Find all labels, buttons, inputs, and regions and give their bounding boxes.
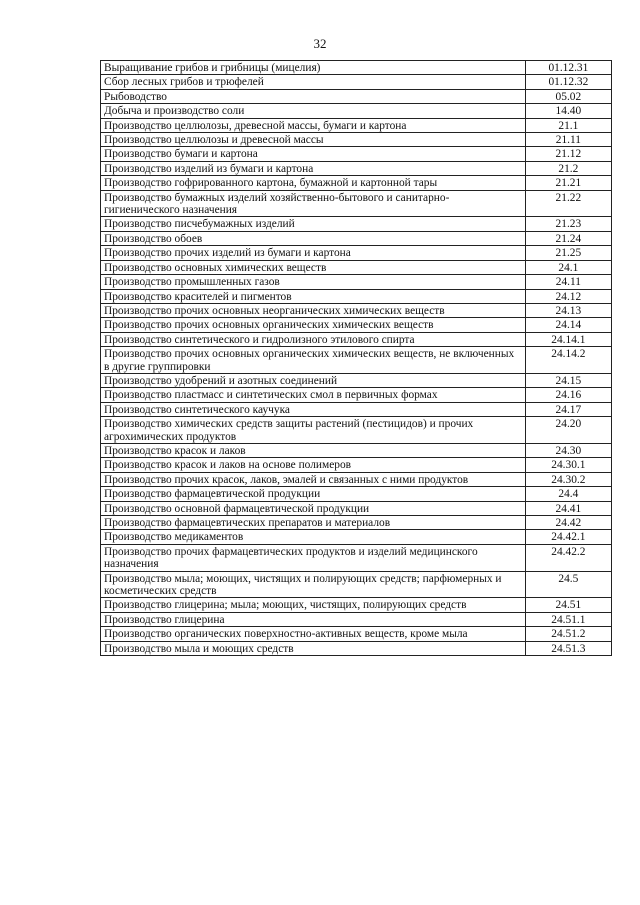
table-row	[101, 388, 612, 402]
activity-code-cell: 01.12.32	[525, 75, 611, 89]
table-row	[101, 104, 612, 118]
activity-code-cell: 24.20	[525, 417, 611, 444]
activity-name-cell: Производство химических средств защиты растений (пестицидов) и прочих агрохимических продуктов	[101, 417, 526, 444]
table-row	[101, 458, 612, 472]
activity-code-cell: 01.12.31	[525, 61, 611, 75]
activity-code-cell: 05.02	[525, 89, 611, 103]
activity-code-cell: 21.22	[525, 190, 611, 217]
activity-name-cell: Производство синтетического и гидролизного этилового спирта	[101, 332, 526, 346]
activity-code-cell: 24.14.2	[525, 347, 611, 374]
activity-name-cell: Производство глицерина	[101, 612, 526, 626]
activity-code-cell: 24.15	[525, 373, 611, 387]
activity-code-cell: 24.42.1	[525, 530, 611, 544]
activity-name-cell: Производство прочих основных органических химических веществ	[101, 318, 526, 332]
activity-code-cell: 21.11	[525, 133, 611, 147]
table-row	[101, 598, 612, 612]
table-row	[101, 75, 612, 89]
activity-code-cell: 21.21	[525, 176, 611, 190]
activity-code-cell: 24.51.1	[525, 612, 611, 626]
activity-code-cell: 24.30.2	[525, 472, 611, 486]
activity-name-cell: Производство синтетического каучука	[101, 402, 526, 416]
table-row	[101, 487, 612, 501]
activity-code-cell: 24.14	[525, 318, 611, 332]
activity-code-cell: 24.41	[525, 501, 611, 515]
activity-code-cell: 24.51.2	[525, 627, 611, 641]
activity-code-cell: 14.40	[525, 104, 611, 118]
table-row	[101, 217, 612, 231]
activity-code-cell: 21.23	[525, 217, 611, 231]
table-row	[101, 289, 612, 303]
activity-code-cell: 24.1	[525, 260, 611, 274]
activity-name-cell: Производство бумажных изделий хозяйственно-бытового и санитарно-гигиенического назначения	[101, 190, 526, 217]
activity-code-cell: 24.17	[525, 402, 611, 416]
table-row	[101, 89, 612, 103]
activity-name-cell: Производство мыла и моющих средств	[101, 641, 526, 655]
table-row	[101, 544, 612, 571]
table-row	[101, 443, 612, 457]
activity-name-cell: Производство прочих изделий из бумаги и картона	[101, 246, 526, 260]
table-row	[101, 571, 612, 598]
activity-name-cell: Производство бумаги и картона	[101, 147, 526, 161]
table-row	[101, 231, 612, 245]
table-row	[101, 260, 612, 274]
activity-name-cell: Производство удобрений и азотных соединений	[101, 373, 526, 387]
activity-name-cell: Производство промышленных газов	[101, 275, 526, 289]
table-row	[101, 118, 612, 132]
activity-name-cell: Производство мыла; моющих, чистящих и полирующих средств; парфюмерных и косметических средств	[101, 571, 526, 598]
activity-name-cell: Производство пластмасс и синтетических смол в первичных формах	[101, 388, 526, 402]
activity-name-cell: Производство изделий из бумаги и картона	[101, 161, 526, 175]
table-row	[101, 530, 612, 544]
table-row	[101, 275, 612, 289]
activity-name-cell: Производство писчебумажных изделий	[101, 217, 526, 231]
table-row	[101, 472, 612, 486]
activity-name-cell: Производство органических поверхностно-активных веществ, кроме мыла	[101, 627, 526, 641]
table-row	[101, 318, 612, 332]
activity-name-cell: Производство красок и лаков	[101, 443, 526, 457]
activity-name-cell: Производство обоев	[101, 231, 526, 245]
activity-name-cell: Производство медикаментов	[101, 530, 526, 544]
activity-code-cell: 21.12	[525, 147, 611, 161]
table-body	[101, 61, 612, 656]
table-row	[101, 612, 612, 626]
activity-name-cell: Выращивание грибов и грибницы (мицелия)	[101, 61, 526, 75]
activity-code-cell: 24.16	[525, 388, 611, 402]
page-number: 32	[313, 36, 327, 51]
activity-name-cell: Производство красителей и пигментов	[101, 289, 526, 303]
activity-name-cell: Производство красок и лаков на основе полимеров	[101, 458, 526, 472]
table-row	[101, 133, 612, 147]
activity-code-cell: 24.30.1	[525, 458, 611, 472]
table-row	[101, 190, 612, 217]
table-row	[101, 246, 612, 260]
activity-code-cell: 24.12	[525, 289, 611, 303]
activity-code-cell: 21.25	[525, 246, 611, 260]
activity-code-cell: 24.14.1	[525, 332, 611, 346]
activity-name-cell: Производство целлюлозы, древесной массы, бумаги и картона	[101, 118, 526, 132]
table-row	[101, 303, 612, 317]
table-row	[101, 147, 612, 161]
activity-code-cell: 21.24	[525, 231, 611, 245]
table-row	[101, 332, 612, 346]
activity-code-cell: 24.30	[525, 443, 611, 457]
activity-name-cell: Производство прочих красок, лаков, эмалей и связанных с ними продуктов	[101, 472, 526, 486]
table-row	[101, 501, 612, 515]
activity-name-cell: Производство прочих фармацевтических продуктов и изделий медицинского назначения	[101, 544, 526, 571]
table-row	[101, 516, 612, 530]
table-row	[101, 417, 612, 444]
activity-name-cell: Сбор лесных грибов и трюфелей	[101, 75, 526, 89]
activity-code-cell: 24.51.3	[525, 641, 611, 655]
table-row	[101, 161, 612, 175]
table-row	[101, 641, 612, 655]
activity-name-cell: Производство основной фармацевтической продукции	[101, 501, 526, 515]
activity-code-cell: 24.42.2	[525, 544, 611, 571]
activity-name-cell: Производство глицерина; мыла; моющих, чистящих, полирующих средств	[101, 598, 526, 612]
activity-code-cell: 24.42	[525, 516, 611, 530]
activity-code-cell: 24.4	[525, 487, 611, 501]
table-row	[101, 176, 612, 190]
activity-name-cell: Производство фармацевтической продукции	[101, 487, 526, 501]
activity-name-cell: Производство целлюлозы и древесной массы	[101, 133, 526, 147]
activity-name-cell: Производство прочих основных неорганических химических веществ	[101, 303, 526, 317]
activity-codes-table	[100, 60, 612, 656]
activity-name-cell: Производство гофрированного картона, бумажной и картонной тары	[101, 176, 526, 190]
table-row	[101, 61, 612, 75]
activity-code-cell: 21.2	[525, 161, 611, 175]
activity-name-cell: Добыча и производство соли	[101, 104, 526, 118]
table-row	[101, 627, 612, 641]
activity-name-cell: Производство основных химических веществ	[101, 260, 526, 274]
activity-name-cell: Производство фармацевтических препаратов и материалов	[101, 516, 526, 530]
table-row	[101, 347, 612, 374]
activity-name-cell: Производство прочих основных органических химических веществ, не включенных в другие группировки	[101, 347, 526, 374]
activity-code-cell: 21.1	[525, 118, 611, 132]
activity-code-cell: 24.11	[525, 275, 611, 289]
activity-name-cell: Рыбоводство	[101, 89, 526, 103]
activity-code-cell: 24.5	[525, 571, 611, 598]
activity-code-cell: 24.51	[525, 598, 611, 612]
activity-code-cell: 24.13	[525, 303, 611, 317]
table-row	[101, 402, 612, 416]
table-row	[101, 373, 612, 387]
